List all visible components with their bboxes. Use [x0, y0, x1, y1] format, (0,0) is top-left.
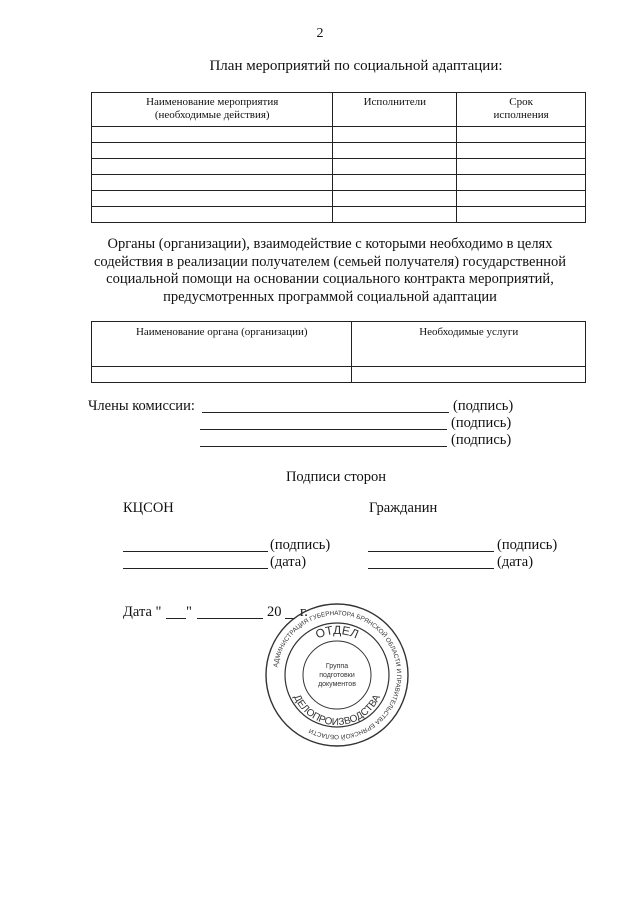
table-cell[interactable] — [92, 367, 352, 383]
signatures-title: Подписи сторон — [285, 469, 387, 485]
plan-header-activity: Наименование мероприятия (необходимые действия) — [92, 93, 333, 127]
table-cell[interactable] — [333, 207, 457, 223]
org-header-services: Необходимые услуги — [352, 322, 586, 367]
left-date-label: (дата) — [270, 554, 307, 570]
table-cell[interactable] — [92, 207, 333, 223]
right-date-line[interactable] — [368, 568, 494, 569]
commission-label: Члены комиссии: — [88, 398, 195, 414]
plan-header-executors: Исполнители — [333, 93, 457, 127]
left-date-line[interactable] — [123, 568, 268, 569]
commission-signature-label-3: (подпись) — [451, 432, 512, 448]
table-cell[interactable] — [333, 159, 457, 175]
date-month-field[interactable] — [197, 618, 263, 619]
left-signature-line[interactable] — [123, 551, 268, 552]
plan-table — [91, 92, 586, 223]
commission-signature-line-3[interactable] — [200, 446, 447, 447]
commission-signature-label-1: (подпись) — [453, 398, 514, 414]
table-cell[interactable] — [457, 175, 586, 191]
table-row — [92, 143, 586, 159]
plan-header-deadline: Срок исполнения — [457, 93, 586, 127]
date-day-field[interactable] — [166, 618, 186, 619]
table-cell[interactable] — [92, 175, 333, 191]
table-row — [92, 191, 586, 207]
table-cell[interactable] — [457, 191, 586, 207]
date-prefix: Дата " — [123, 604, 162, 620]
date-suffix: г. — [300, 604, 308, 620]
table-row — [92, 127, 586, 143]
stamp-outer-text: АДМИНИСТРАЦИЯ ГУБЕРНАТОРА БРЯНСКОЙ ОБЛАСТИ И ПРАВИТЕЛЬСТВА БРЯНСКОЙ ОБЛАСТИ — [272, 609, 403, 741]
date-quote: " — [186, 604, 192, 620]
stamp-inner-line-3: документов — [318, 681, 356, 688]
stamp-inner-line-1: Группа — [325, 663, 349, 670]
table-row — [92, 367, 586, 383]
table-cell[interactable] — [333, 127, 457, 143]
page-number: 2 — [316, 26, 324, 41]
table-cell[interactable] — [92, 143, 333, 159]
commission-signature-line-2[interactable] — [200, 429, 447, 430]
stamp-top-word: ОТДЕЛ — [313, 622, 361, 642]
table-cell[interactable] — [333, 191, 457, 207]
table-cell[interactable] — [333, 143, 457, 159]
right-signature-label: (подпись) — [497, 537, 558, 553]
table-cell[interactable] — [92, 127, 333, 143]
table-cell[interactable] — [457, 159, 586, 175]
organizations-paragraph: Органы (организации), взаимодействие с которыми необходимо в целях содействия в реализации получателем (семьей получателя) государственной социальной помощи на основании социального контракта мероприятий, предусмотренных программой социальной адаптации — [94, 236, 566, 305]
table-cell[interactable] — [92, 191, 333, 207]
table-cell[interactable] — [333, 175, 457, 191]
date-year: 20 — [267, 604, 282, 620]
table-row — [92, 207, 586, 223]
organizations-table — [91, 321, 586, 383]
stamp-inner-line-2: подготовки — [319, 672, 355, 679]
stamp-bottom-word: ДЕЛОПРОИЗВОДСТВА — [291, 692, 383, 729]
table-row — [92, 175, 586, 191]
left-party-label: КЦСОН — [123, 500, 174, 516]
commission-signature-label-2: (подпись) — [451, 415, 512, 431]
plan-title: План мероприятий по социальной адаптации: — [209, 58, 503, 74]
table-cell[interactable] — [92, 159, 333, 175]
table-cell[interactable] — [352, 367, 586, 383]
right-party-label: Гражданин — [369, 500, 438, 516]
table-row — [92, 159, 586, 175]
commission-signature-line-1[interactable] — [202, 412, 449, 413]
org-header-name: Наименование органа (организации) — [92, 322, 352, 367]
table-header-row — [92, 93, 586, 127]
left-signature-label: (подпись) — [270, 537, 331, 553]
right-date-label: (дата) — [497, 554, 534, 570]
table-cell[interactable] — [457, 207, 586, 223]
table-cell[interactable] — [457, 127, 586, 143]
table-header-row — [92, 322, 586, 367]
table-cell[interactable] — [457, 143, 586, 159]
right-signature-line[interactable] — [368, 551, 494, 552]
official-stamp — [262, 600, 412, 750]
